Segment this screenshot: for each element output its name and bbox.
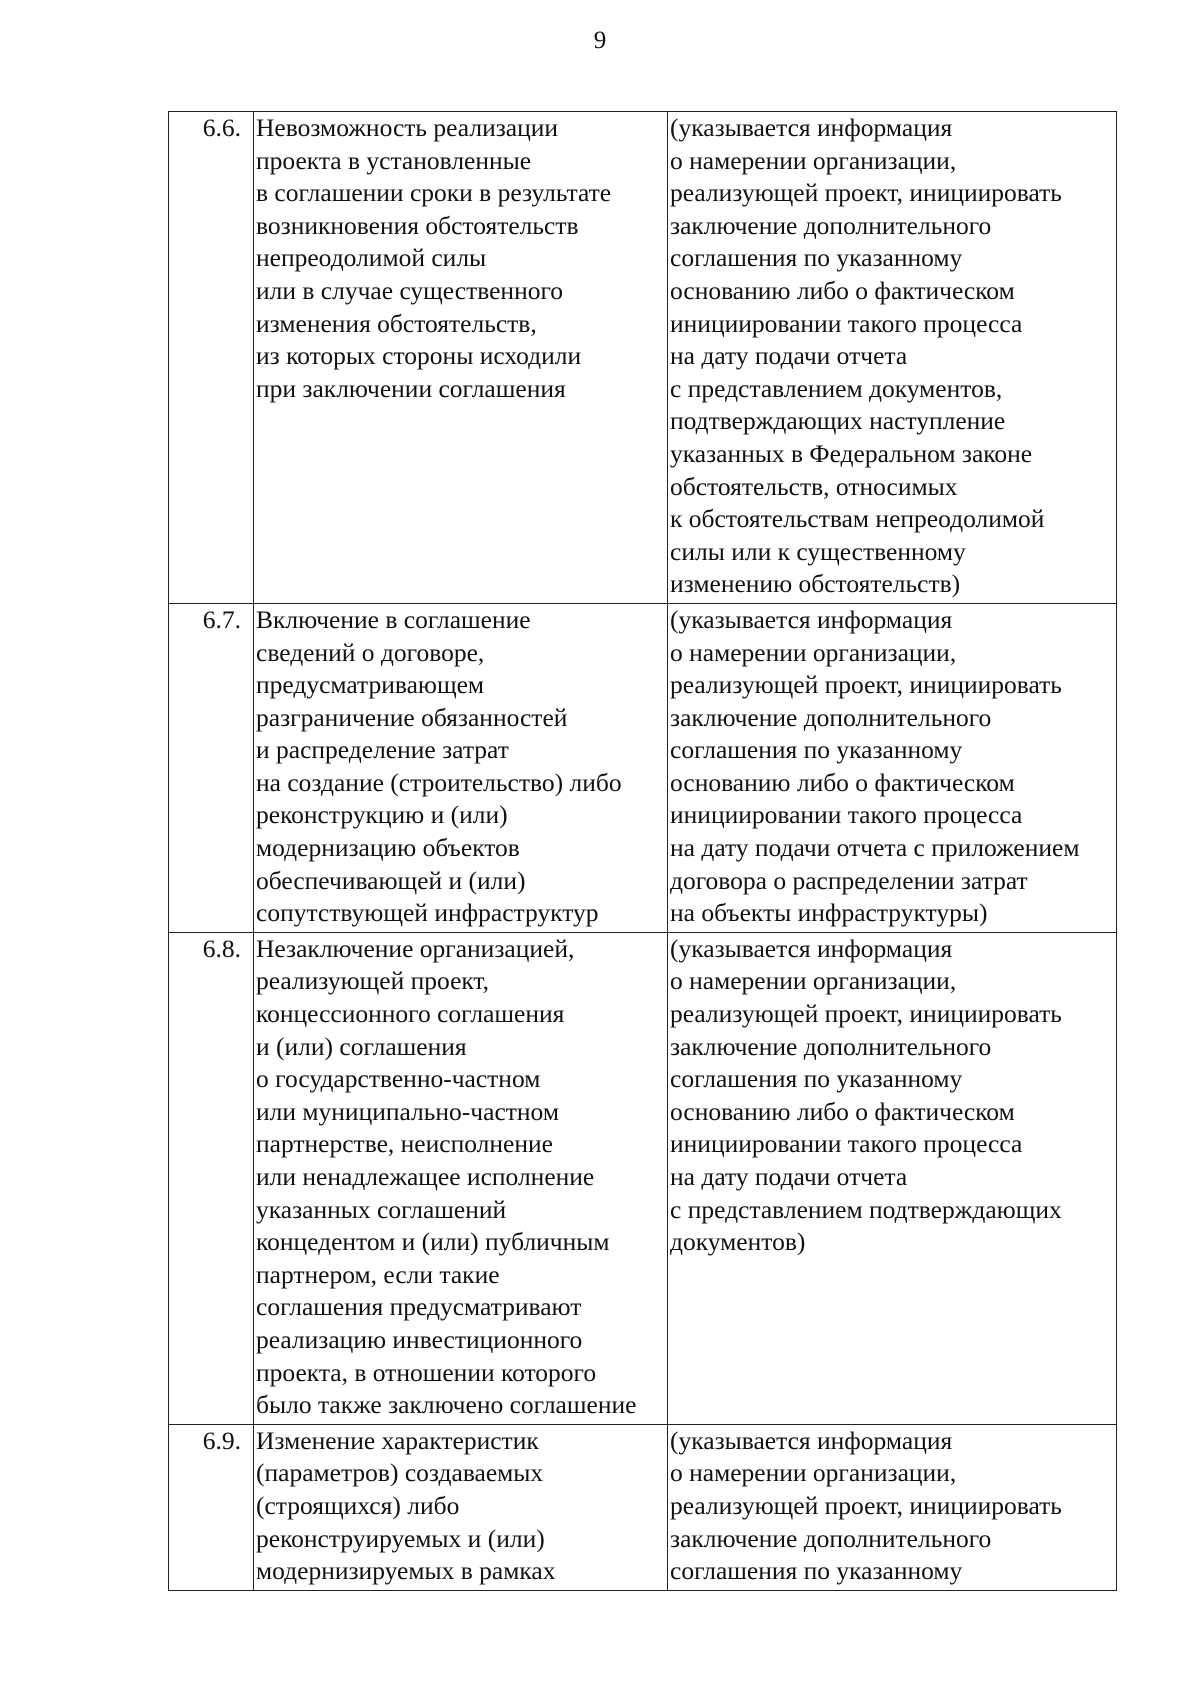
row-number: 6.6.: [169, 112, 254, 604]
row-description: Изменение характеристик (параметров) создаваемых (строящихся) либо реконструируемых и (или) модернизируемых в рамках: [254, 1424, 668, 1590]
row-number: 6.9.: [169, 1424, 254, 1590]
row-number: 6.7.: [169, 603, 254, 932]
table-row: [169, 932, 1117, 1424]
row-info: (указывается информация о намерении организации, реализующей проект, инициировать заключение дополнительного соглашения по указанному основанию либо о фактическом инициировании такого процесса на дату подачи отчета с представлением подтверждающих документов): [668, 932, 1117, 1424]
row-description: Включение в соглашение сведений о договоре, предусматривающем разграничение обязанностей и распределение затрат на создание (строительство) либо реконструкцию и (или) модернизацию объектов обеспечивающей и (или) сопутствующей инфраструктур: [254, 603, 668, 932]
row-number: 6.8.: [169, 932, 254, 1424]
row-description: Невозможность реализации проекта в установленные в соглашении сроки в результате возникновения обстоятельств непреодолимой силы или в случае существенного изменения обстоятельств, из которых стороны исходили при заключении соглашения: [254, 112, 668, 604]
row-info: (указывается информация о намерении организации, реализующей проект, инициировать заключение дополнительного соглашения по указанному основанию либо о фактическом инициировании такого процесса на дату подачи отчета с приложением договора о распределении затрат на объекты инфраструктуры): [668, 603, 1117, 932]
document-table: [168, 111, 1117, 1591]
row-info: (указывается информация о намерении организации, реализующей проект, инициировать заключение дополнительного соглашения по указанному: [668, 1424, 1117, 1590]
row-info: (указывается информация о намерении организации, реализующей проект, инициировать заключение дополнительного соглашения по указанному основанию либо о фактическом инициировании такого процесса на дату подачи отчета с представлением документов, подтверждающих наступление указанных в Федеральном законе обстоятельств, относимых к обстоятельствам непреодолимой силы или к существенному изменению обстоятельств): [668, 112, 1117, 604]
table-row: [169, 112, 1117, 604]
page-number: 9: [593, 27, 607, 54]
row-description: Незаключение организацией, реализующей проект, концессионного соглашения и (или) соглашения о государственно-частном или муниципально-частном партнерстве, неисполнение или ненадлежащее исполнение указанных соглашений концедентом и (или) публичным партнером, если такие соглашения предусматривают реализацию инвестиционного проекта, в отношении которого было также заключено соглашение: [254, 932, 668, 1424]
table-row: [169, 603, 1117, 932]
table-row: [169, 1424, 1117, 1590]
